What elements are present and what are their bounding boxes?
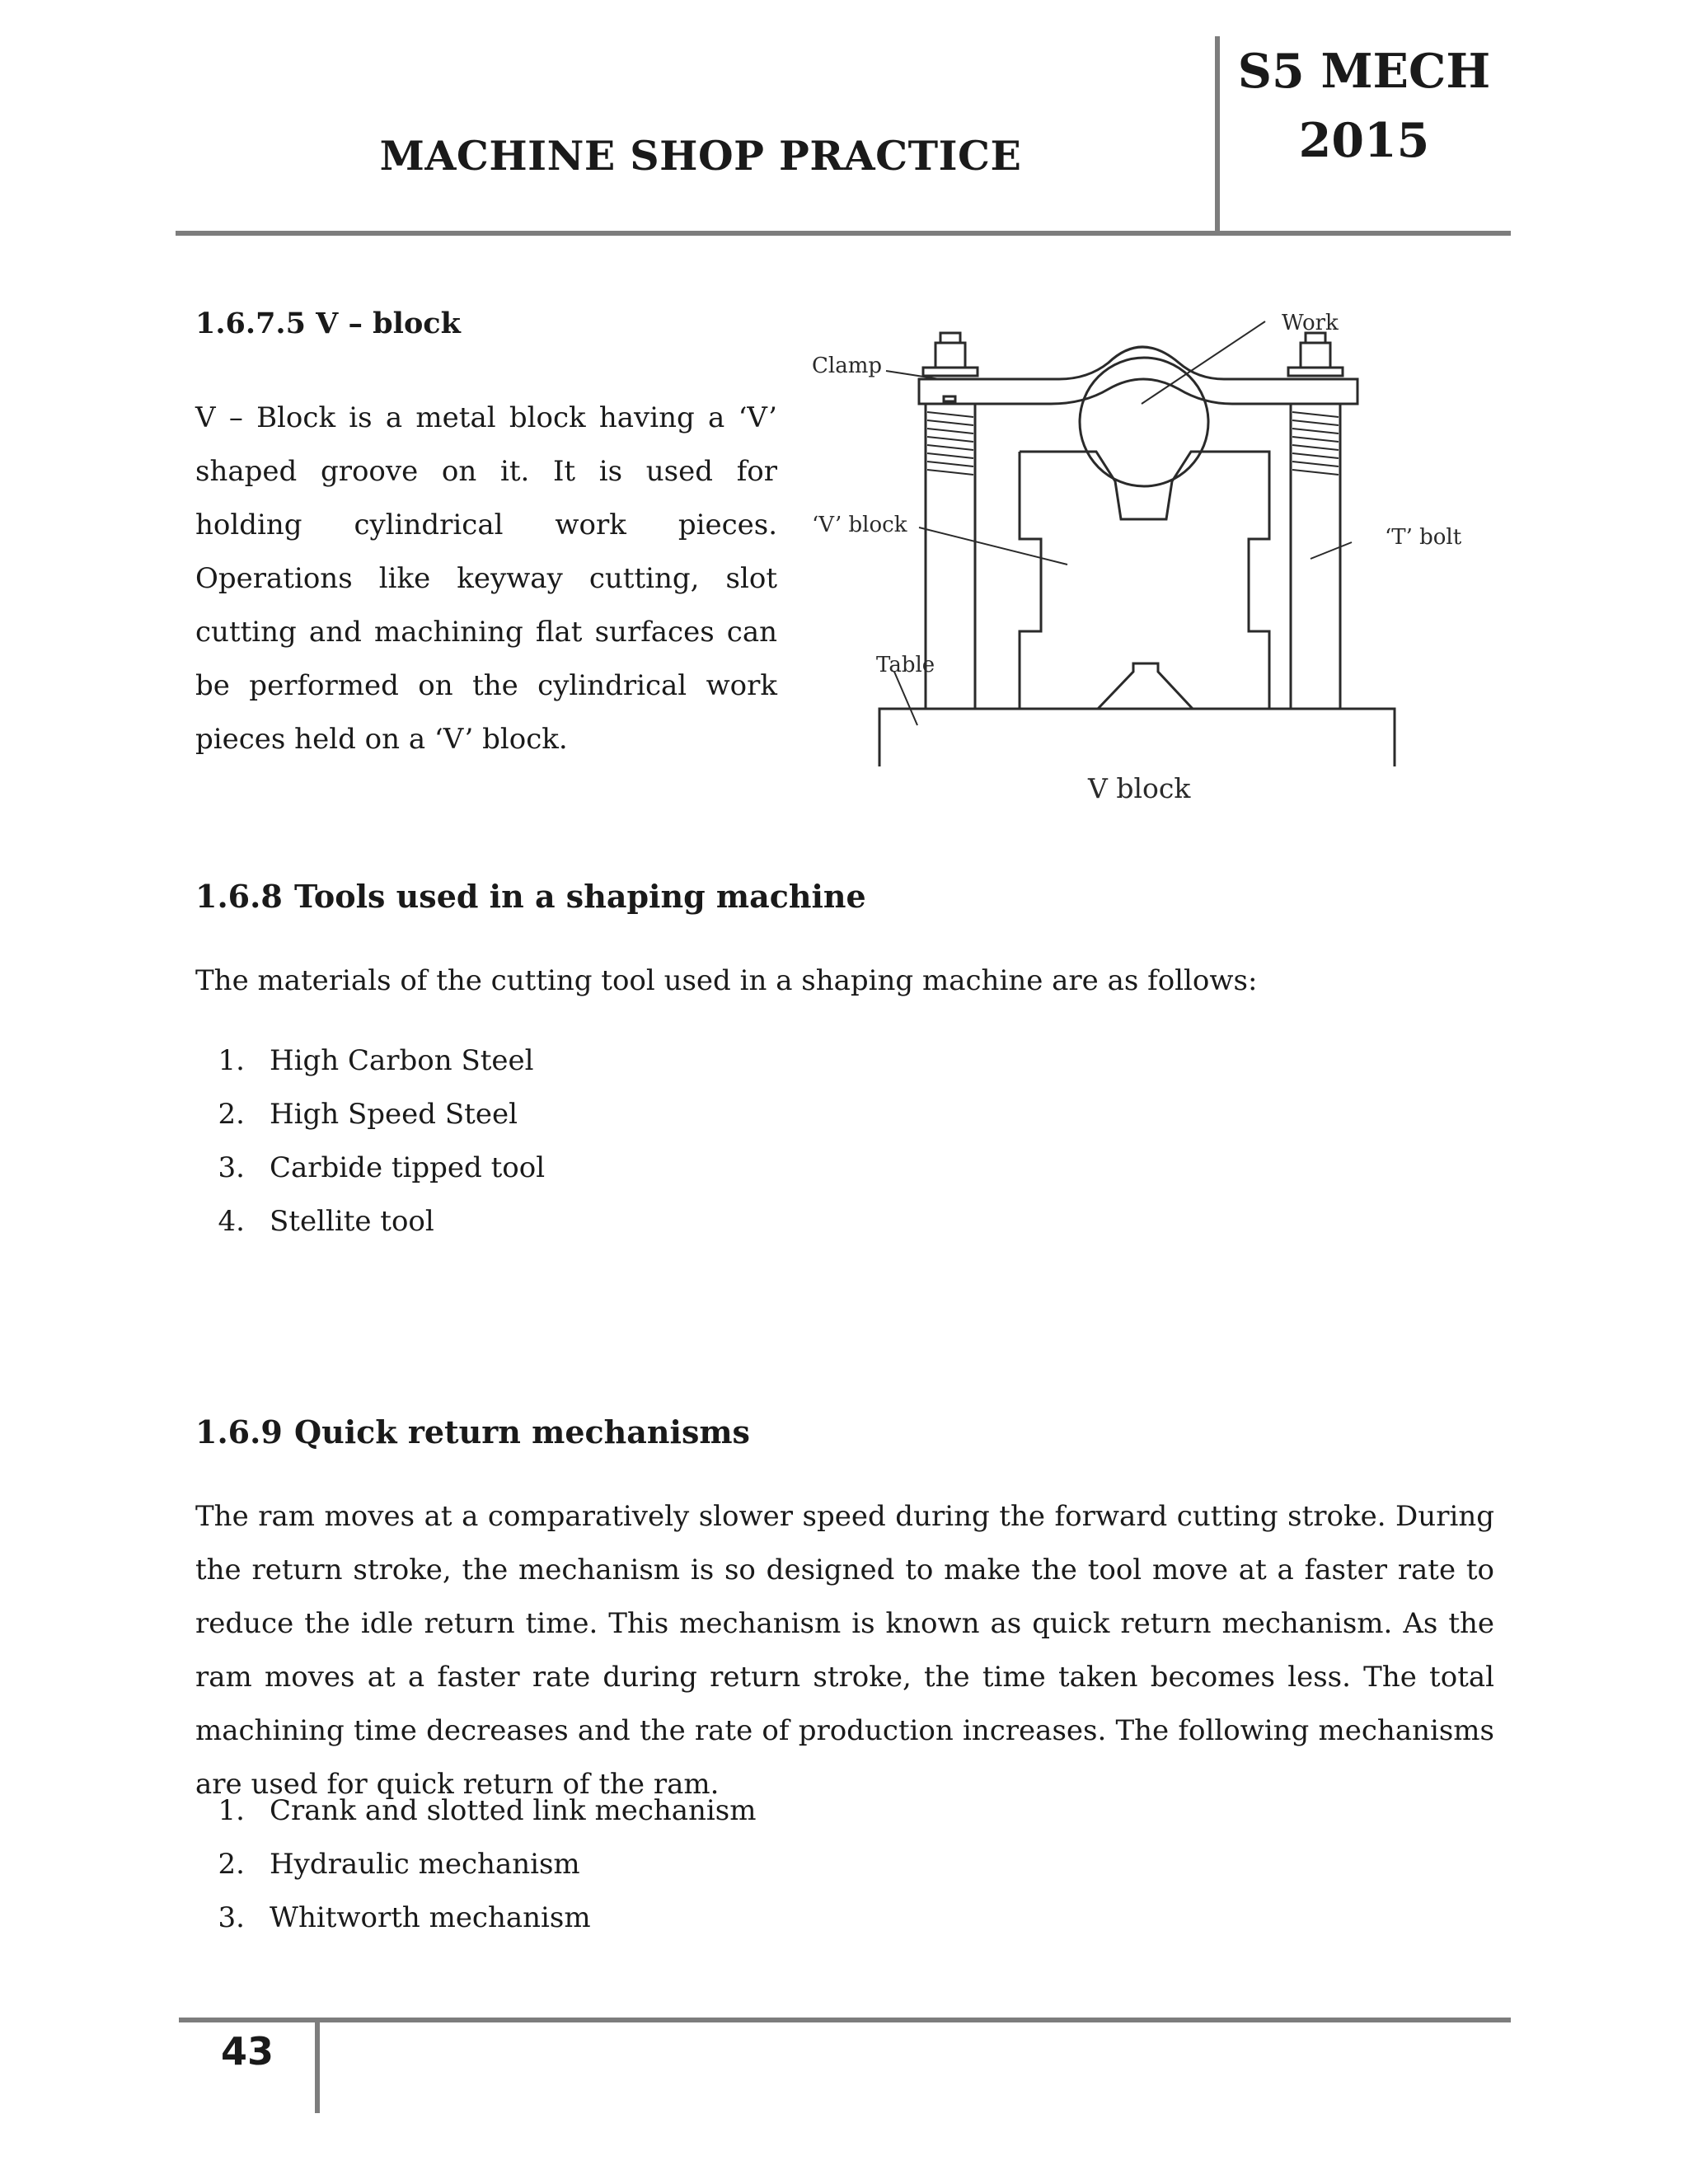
left-bolt-nut — [935, 343, 965, 368]
table-leader — [894, 672, 917, 725]
figure-caption: V block — [1088, 772, 1191, 804]
course-year: 2015 — [1298, 113, 1430, 168]
left-bolt-head-top — [944, 396, 955, 401]
left-threads — [927, 412, 973, 475]
work-cylinder — [1080, 358, 1208, 486]
section-title: Tools used in a shaping machine — [294, 878, 866, 915]
left-bolt-tip — [940, 333, 960, 343]
tbolt-leader — [1311, 542, 1352, 559]
mechanisms-list — [195, 1784, 756, 1945]
footer-vertical-divider — [315, 2021, 320, 2113]
quick-return-paragraph: The ram moves at a comparatively slower speed during the forward cutting stroke. During the return stroke, the mechanism is so designed to make the tool move at a faster rate to reduce the idle return time. This mechanism is known as quick return mechanism. As the ram moves at a faster rate during return stroke, the time taken becomes less. The total machining time decreases and the rate of production increases. The following mechanisms are used for quick return of the ram. — [195, 1500, 1494, 1801]
section-heading-tools — [195, 878, 866, 915]
label-work: Work — [1282, 311, 1339, 335]
label-clamp: Clamp — [812, 354, 883, 378]
work-leader — [1142, 321, 1265, 404]
left-washer — [923, 368, 978, 376]
section-heading-quick-return — [195, 1413, 750, 1451]
tool-materials-list — [195, 1034, 545, 1249]
list-item: 2. High Speed Steel — [218, 1098, 518, 1131]
document-title: MACHINE SHOP PRACTICE — [379, 132, 1022, 180]
v-block-figure — [804, 297, 1496, 808]
list-item: 1. High Carbon Steel — [218, 1044, 534, 1077]
vblock-leader — [919, 527, 1067, 565]
course-code: S5 MECH — [1237, 44, 1491, 99]
page-number: 43 — [220, 2029, 274, 2074]
label-t-bolt: ‘T’ bolt — [1385, 525, 1462, 550]
right-bolt-nut — [1301, 343, 1330, 368]
v-block-body — [1020, 452, 1269, 709]
header-horizontal-divider — [176, 231, 1511, 236]
right-threads — [1292, 412, 1339, 475]
v-block-bottom-groove — [1098, 663, 1193, 709]
tools-intro-text: The materials of the cutting tool used in a shaping machine are as follows: — [195, 964, 1258, 997]
list-item: 2. Hydraulic mechanism — [218, 1848, 580, 1881]
table-outline — [879, 709, 1395, 766]
list-item: 3. Whitworth mechanism — [218, 1901, 591, 1934]
right-washer — [1288, 368, 1343, 376]
label-v-block: ‘V’ block — [812, 513, 907, 537]
v-block-paragraph: V – Block is a metal block having a ‘V’ shaped groove on it. It is used for holding cylindrical work pieces. Operations like keyway cutting, slot cutting and machining flat surfaces can be performed on the cylindrical work pieces held on a ‘V’ block. — [195, 401, 777, 756]
footer-horizontal-divider — [179, 2018, 1511, 2022]
list-item: 4. Stellite tool — [218, 1205, 434, 1238]
section-number: 1.6.8 — [195, 878, 283, 915]
section-number: 1.6.9 — [195, 1413, 283, 1451]
section-title: Quick return mechanisms — [294, 1413, 750, 1451]
header-vertical-divider — [1215, 36, 1220, 234]
list-item: 1. Crank and slotted link mechanism — [218, 1794, 757, 1827]
label-table: Table — [876, 653, 935, 677]
list-item: 3. Carbide tipped tool — [218, 1151, 546, 1184]
section-heading-v-block: 1.6.7.5 V – block — [195, 307, 461, 340]
